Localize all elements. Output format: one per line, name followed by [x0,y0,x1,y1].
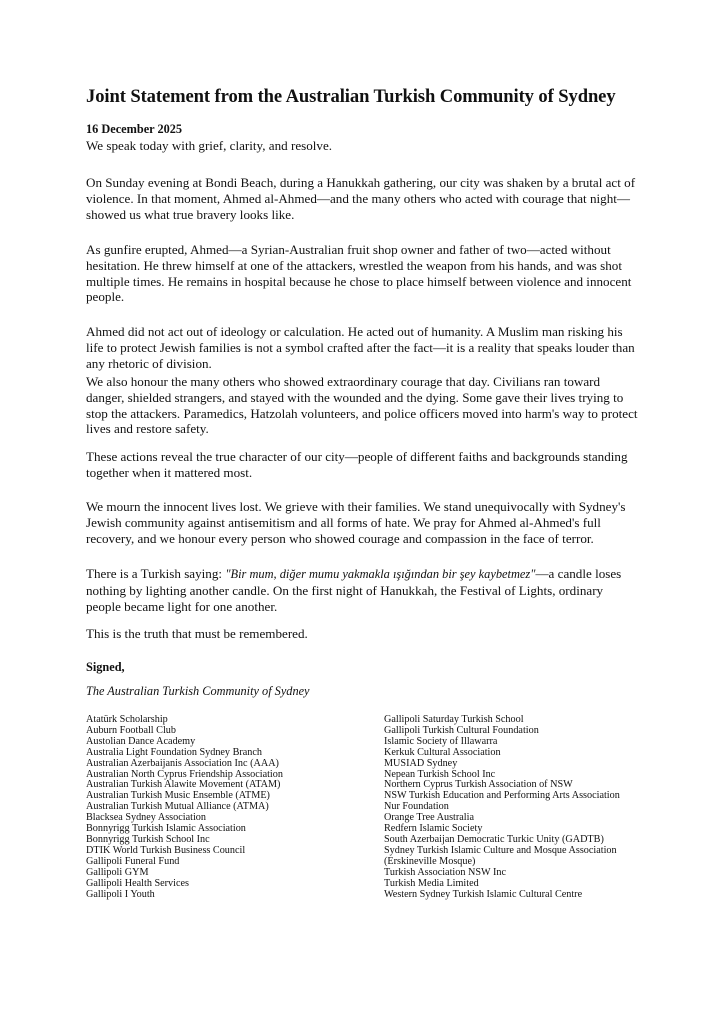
organisation-item: Gallipoli Funeral Fund [86,855,180,867]
paragraph-mourn: We mourn the innocent lives lost. We grieve with their families. We stand unequivocally with Sydney's Jewish community against antisemitism and all forms of hate. We pray for Ahmed al-Ahmed's full recovery, and we honour every person who showed courage and compassion in the face of terror. [86,499,626,546]
organisation-item: NSW Turkish Education and Performing Arts Association [384,790,620,802]
organisation-item: Austolian Dance Academy [86,735,196,747]
signed-label: Signed, [86,660,125,674]
paragraph-closing: This is the truth that must be remembered. [86,626,308,641]
saying-suffix: —a candle loses nothing by lighting another candle. On the first night of Hanukkah, the Festival of Lights, ordinary people became light for one another. [86,566,622,614]
organisation-item: Nepean Turkish School Inc [384,768,496,780]
document-title: Joint Statement from the Australian Turkish Community of Sydney [86,86,616,107]
organisation-item: Auburn Football Club [86,724,176,736]
organisation-item: Turkish Association NSW Inc [384,866,506,878]
organisation-item: Northern Cyprus Turkish Association of NSW [384,779,573,791]
organisation-item: Bonnyrigg Turkish School Inc [86,833,210,845]
organisation-item: Gallipoli Turkish Cultural Foundation [384,724,539,736]
organisation-item: Redfern Islamic Society [384,823,483,835]
paragraph-bondi: On Sunday evening at Bondi Beach, during a Hanukkah gathering, our city was shaken by a brutal act of violence. In that moment, Ahmed al-Ahmed—and the many others who acted with courage that night—showed us what true bravery looks like. [86,175,636,222]
statement-date: 16 December 2025 [86,122,183,136]
paragraph-ahmed-actions: As gunfire erupted, Ahmed—a Syrian-Australian fruit shop owner and father of two—acted without hesitation. He threw himself at one of the attackers, wrestled the weapon from his hands, and was shot multiple times. He remains in hospital because he chose to place himself between violence and innocent people. [86,242,632,305]
organisation-item: Bonnyrigg Turkish Islamic Association [86,823,246,835]
organisation-item: Orange Tree Australia [384,812,474,824]
organisation-item: Gallipoli I Youth [86,888,155,900]
organisation-item: Nur Foundation [384,801,449,813]
organisation-item: Blacksea Sydney Association [86,812,206,824]
organisation-item: Kerkuk Cultural Association [384,746,501,758]
turkish-saying-quote: "Bir mum, diğer mumu yakmakla ışığından bir şey kaybetmez" [225,567,536,581]
organisation-item: Turkish Media Limited [384,877,479,889]
organisation-item: Australian Turkish Music Ensemble (ATME) [86,790,270,802]
organisations-list-left [86,715,283,900]
organisation-item: Australian Turkish Mutual Alliance (ATMA) [86,801,269,813]
organisation-item: Sydney Turkish Islamic Culture and Mosque Association [384,844,617,856]
paragraph-opening: We speak today with grief, clarity, and resolve. [86,138,333,153]
organisation-item: DTIK World Turkish Business Council [86,844,246,856]
paragraph-humanity: Ahmed did not act out of ideology or calculation. He acted out of humanity. A Muslim man risking his life to protect Jewish families is not a symbol crafted after the fact—it is a reality that speaks louder than any rhetoric of division. [86,324,635,371]
paragraph-honour-others: We also honour the many others who showed extraordinary courage that day. Civilians ran toward danger, shielded strangers, and stayed with the wounded and the dying. Some gave their lives trying to stop the attackers. Paramedics, Hatzolah volunteers, and police officers moved into harm's way to protect lives and restore safety. [86,374,638,437]
paragraph-turkish-saying [86,566,641,614]
organisation-item: South Azerbaijan Democratic Turkic Unity (GADTB) [384,833,604,845]
organisation-item: Gallipoli Health Services [86,877,189,889]
organisation-item: Atatürk Scholarship [86,714,168,725]
organisation-item: Australian North Cyprus Friendship Association [86,768,283,780]
organisations-list-right [384,715,620,900]
organisation-item: Gallipoli GYM [86,866,149,878]
organisation-item: Western Sydney Turkish Islamic Cultural Centre [384,888,583,900]
organisation-item: (Erskineville Mosque) [384,855,476,867]
organisation-item: MUSIAD Sydney [384,757,458,769]
paragraph-city-character: These actions reveal the true character of our city—people of different faiths and backgrounds standing together when it mattered most. [86,449,628,480]
organisation-item: Islamic Society of Illawarra [384,735,498,747]
organisation-item: Gallipoli Saturday Turkish School [384,714,524,725]
organisation-item: Australian Turkish Alawite Movement (ATAM) [86,779,281,791]
saying-prefix: There is a Turkish saying: [86,566,226,581]
organisation-item: Australia Light Foundation Sydney Branch [86,746,262,758]
organisation-item: Australian Azerbaijanis Association Inc (AAA) [86,757,279,769]
signatory: The Australian Turkish Community of Sydney [86,684,310,698]
